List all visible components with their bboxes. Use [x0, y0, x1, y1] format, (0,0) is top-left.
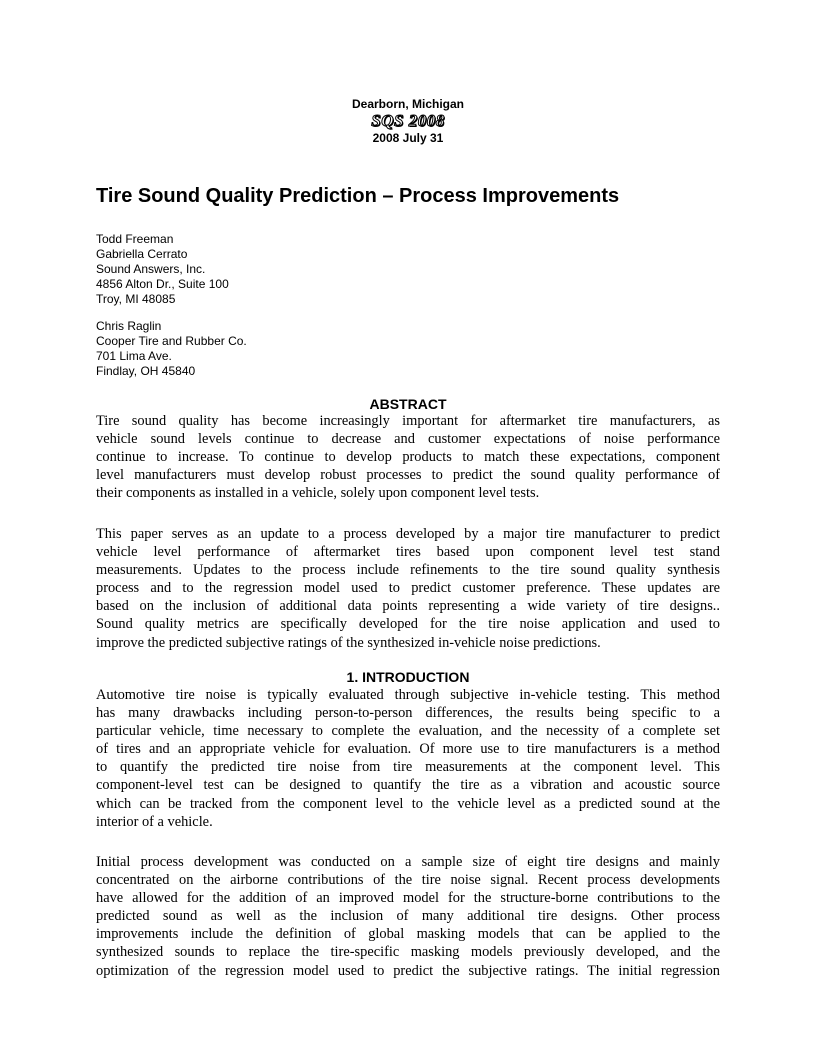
- conference-date: 2008 July 31: [372, 131, 444, 145]
- text-line: Tire sound quality has become increasingly important for aftermarket tire manufacturers, as: [96, 413, 720, 429]
- paper-title: Tire Sound Quality Prediction – Process Improvements: [96, 185, 620, 207]
- conference-header: [0, 97, 816, 146]
- text-line: based on the inclusion of additional data points representing a wide variety of tire designs..: [96, 598, 720, 615]
- author-affiliation: Cooper Tire and Rubber Co.: [96, 334, 247, 348]
- author-address-city: Findlay, OH 45840: [96, 364, 196, 378]
- text-line: improvements include the definition of global masking models that can be applied to the: [96, 926, 720, 943]
- author-address-street: 701 Lima Ave.: [96, 349, 172, 363]
- text-line: their components as installed in a vehicle, solely upon component level tests.: [96, 485, 540, 502]
- introduction-heading: 1. INTRODUCTION: [346, 669, 470, 685]
- text-line: level manufacturers must develop robust processes to predict the sound quality performance of: [96, 467, 720, 484]
- text-line: component-level test can be designed to quantify the tire as a vibration and acoustic source: [96, 777, 720, 794]
- introduction-paragraph: [96, 686, 720, 831]
- author-address-street: 4856 Alton Dr., Suite 100: [96, 277, 229, 291]
- abstract-paragraph: [96, 525, 720, 652]
- abstract-heading: ABSTRACT: [369, 396, 447, 412]
- text-line: optimization of the regression model used to predict the subjective ratings. The initial regression: [96, 962, 720, 979]
- text-line: particular vehicle, time necessary to complete the evaluation, and the necessity of a complete set: [96, 723, 720, 740]
- text-line: Sound quality metrics are specifically developed for the tire noise application and used to: [96, 616, 720, 633]
- conference-location: Dearborn, Michigan: [351, 97, 464, 111]
- text-line: interior of a vehicle.: [96, 813, 213, 830]
- author-affiliation: Sound Answers, Inc.: [96, 262, 206, 276]
- text-line: which can be tracked from the component level to the vehicle level as a predicted sound at the: [96, 795, 720, 812]
- text-line: improve the predicted subjective ratings of the synthesized in-vehicle noise predictions.: [96, 634, 601, 651]
- text-line: measurements. Updates to the process include refinements to the tire sound quality synthesis: [96, 562, 720, 579]
- text-line: This paper serves as an update to a process developed by a major tire manufacturer to predict: [96, 526, 720, 542]
- text-line: predicted sound as well as the inclusion of many additional tire designs. Other process: [96, 908, 720, 925]
- text-line: Initial process development was conducted on a sample size of eight tire designs and mainly: [96, 854, 720, 870]
- text-line: synthesized sounds to replace the tire-specific masking models previously developed, and the: [96, 944, 720, 961]
- text-line: have allowed for the addition of an improved model for the structure-borne contributions to the: [96, 890, 720, 907]
- text-line: vehicle sound levels continue to decrease and customer expectations of noise performance: [96, 431, 720, 448]
- text-line: has many drawbacks including person-to-person differences, the results being specific to a: [96, 705, 720, 722]
- introduction-paragraph: [96, 853, 720, 980]
- author-block: [96, 232, 496, 307]
- text-line: vehicle level performance of aftermarket tires based upon component level test stand: [96, 544, 720, 561]
- author-name: Chris Raglin: [96, 319, 162, 333]
- author-name: Gabriella Cerrato: [96, 247, 188, 261]
- author-name: Todd Freeman: [96, 232, 174, 246]
- text-line: of tires and an appropriate vehicle for evaluation. Of more use to tire manufacturers is a method: [96, 741, 720, 758]
- text-line: continue to increase. To continue to develop products to match these expectations, component: [96, 449, 720, 466]
- author-address-city: Troy, MI 48085: [96, 292, 176, 306]
- text-line: concentrated on the airborne contributions of the tire noise signal. Recent process developments: [96, 872, 720, 889]
- text-line: Automotive tire noise is typically evaluated through subjective in-vehicle testing. This method: [96, 687, 720, 703]
- abstract-paragraph: [96, 412, 720, 502]
- text-line: to quantify the predicted tire noise from tire measurements at the component level. This: [96, 759, 720, 776]
- author-block: [96, 319, 496, 379]
- text-line: process and to the regression model used to predict customer preference. These updates are: [96, 580, 720, 597]
- conference-name: SQS 2008: [371, 111, 445, 130]
